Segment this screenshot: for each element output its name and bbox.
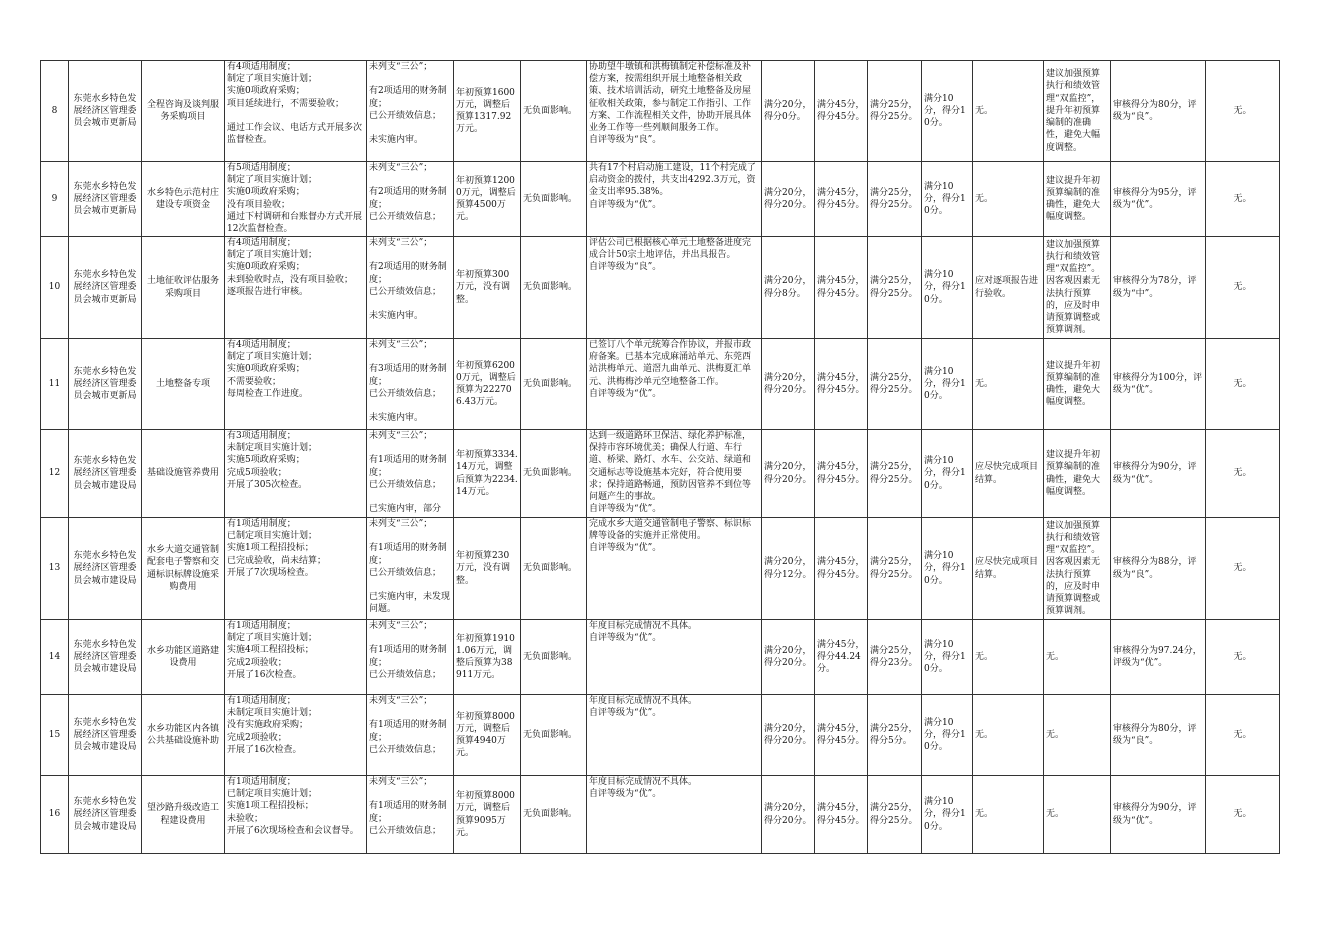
note-cell: 无。 <box>1206 162 1280 237</box>
suggestion-cell: 无。 <box>1044 620 1111 695</box>
suggestion-cell: 建议加强预算执行和绩效管理“双监控”。因客观因素无法执行预算的，应及时申请预算调整或预算调剂。 <box>1044 518 1111 620</box>
score-2-cell: 满分45分，得分45分。 <box>815 430 868 518</box>
note-cell: 无。 <box>1206 695 1280 776</box>
score-4-cell: 满分10分，得分10分。 <box>922 61 973 162</box>
impact-cell: 无负面影响。 <box>521 237 587 339</box>
budget-cell: 年初预算8000万元，调整后预算9095万元。 <box>454 776 521 854</box>
unit-cell: 东莞水乡特色发展经济区管理委员会城市更新局 <box>69 61 142 162</box>
output-cell: 年度目标完成情况不具体。 自评等级为“优”。 <box>587 776 762 854</box>
score-2-cell: 满分45分，得分45分。 <box>815 61 868 162</box>
score-1-cell: 满分20分，得分20分。 <box>762 695 815 776</box>
table-row <box>41 518 1280 620</box>
management-cell: 有1项适用制度； 已制定项目实施计划； 实施1项工程招投标； 已完成验收，尚未结算； 开展了7次现场检查。 <box>225 518 367 620</box>
row-number: 12 <box>41 430 69 518</box>
management-cell: 有4项适用制度； 制定了项目实施计划； 实施0项政府采购； 不需要验收； 每周检查工作进度。 <box>225 339 367 430</box>
issue-cell: 应尽快完成项目结算。 <box>973 518 1044 620</box>
score-1-cell: 满分20分，得分8分。 <box>762 237 815 339</box>
management-cell: 有1项适用制度； 未制定项目实施计划； 没有实施政府采购； 完成2项验收； 开展了16次检查。 <box>225 695 367 776</box>
score-1-cell: 满分20分，得分20分。 <box>762 162 815 237</box>
issue-cell: 无。 <box>973 620 1044 695</box>
project-name-cell: 水乡功能区内各镇公共基础设施补助 <box>142 695 225 776</box>
note-cell: 无。 <box>1206 518 1280 620</box>
score-3-cell: 满分25分，得分25分。 <box>868 518 922 620</box>
budget-cell: 年初预算3334.14万元，调整后预算为2234.14万元。 <box>454 430 521 518</box>
budget-cell: 年初预算8000万元，调整后预算4940万元。 <box>454 695 521 776</box>
issue-cell: 无。 <box>973 61 1044 162</box>
score-1-cell: 满分20分，得分20分。 <box>762 620 815 695</box>
management-cell: 有4项适用制度； 制定了项目实施计划； 实施0项政府采购； 未到验收时点，没有项目验收； 逐项报告进行审核。 <box>225 237 367 339</box>
suggestion-cell: 建议提升年初预算编制的准确性，避免大幅度调整。 <box>1044 430 1111 518</box>
score-2-cell: 满分45分，得分45分。 <box>815 695 868 776</box>
review-cell: 审核得分为90分，评级为“优”。 <box>1111 430 1206 518</box>
row-number: 11 <box>41 339 69 430</box>
output-cell: 共有17个村启动施工建设，11个村完成了启动资金的拨付，共支出4292.3万元，资金支出率95.38%。 自评等级为“优”。 <box>587 162 762 237</box>
project-name-cell: 土地征收评估服务采购项目 <box>142 237 225 339</box>
management-cell: 有4项适用制度； 制定了项目实施计划； 实施0项政府采购； 项目延续进行，不需要验收； 通过工作会议、电话方式开展多次监督检查。 <box>225 61 367 162</box>
finance-cell: 未列支“三公”； 有1项适用的财务制度； 已公开绩效信息； 已实施内审，部分 <box>367 430 454 518</box>
table-row <box>41 776 1280 854</box>
score-4-cell: 满分10分，得分10分。 <box>922 237 973 339</box>
issue-cell: 无。 <box>973 695 1044 776</box>
budget-cell: 年初预算230万元，没有调整。 <box>454 518 521 620</box>
finance-cell: 未列支“三公”； 有2项适用的财务制度； 已公开绩效信息； 未实施内审。 <box>367 61 454 162</box>
row-number: 16 <box>41 776 69 854</box>
issue-cell: 应尽快完成项目结算。 <box>973 430 1044 518</box>
impact-cell: 无负面影响。 <box>521 620 587 695</box>
score-4-cell: 满分10分，得分10分。 <box>922 620 973 695</box>
score-3-cell: 满分25分，得分25分。 <box>868 430 922 518</box>
table-row <box>41 162 1280 237</box>
score-4-cell: 满分10分，得分10分。 <box>922 430 973 518</box>
note-cell: 无。 <box>1206 61 1280 162</box>
output-cell: 已签订八个单元统筹合作协议，并报市政府备案。已基本完成麻涌站单元、东莞西站洪梅单元、道滘九曲单元、洪梅夏汇单元、洪梅梅沙单元空地整备工作。 自评等级为“优”。 <box>587 339 762 430</box>
finance-cell: 未列支“三公”； 有3项适用的财务制度； 已公开绩效信息； 未实施内审。 <box>367 339 454 430</box>
impact-cell: 无负面影响。 <box>521 695 587 776</box>
review-cell: 审核得分为90分，评级为“优”。 <box>1111 776 1206 854</box>
management-cell: 有1项适用制度； 已制定项目实施计划； 实施1项工程招投标； 未验收； 开展了6次现场检查和会议督导。 <box>225 776 367 854</box>
impact-cell: 无负面影响。 <box>521 339 587 430</box>
finance-cell: 未列支“三公”； 有2项适用的财务制度； 已公开绩效信息； <box>367 162 454 237</box>
score-3-cell: 满分25分，得分25分。 <box>868 61 922 162</box>
row-number: 13 <box>41 518 69 620</box>
note-cell: 无。 <box>1206 237 1280 339</box>
note-cell: 无。 <box>1206 339 1280 430</box>
score-3-cell: 满分25分，得分5分。 <box>868 695 922 776</box>
review-cell: 审核得分为95分，评级为“优”。 <box>1111 162 1206 237</box>
unit-cell: 东莞水乡特色发展经济区管理委员会城市建设局 <box>69 776 142 854</box>
issue-cell: 无。 <box>973 162 1044 237</box>
suggestion-cell: 建议加强预算执行和绩效管理“双监控”。因客观因素无法执行预算的，应及时申请预算调整或预算调剂。 <box>1044 237 1111 339</box>
score-1-cell: 满分20分，得分20分。 <box>762 430 815 518</box>
table-row <box>41 620 1280 695</box>
finance-cell: 未列支“三公”； 有1项适用的财务制度； 已公开绩效信息； <box>367 776 454 854</box>
suggestion-cell: 无。 <box>1044 776 1111 854</box>
unit-cell: 东莞水乡特色发展经济区管理委员会城市建设局 <box>69 518 142 620</box>
issue-cell: 无。 <box>973 776 1044 854</box>
issue-cell: 应对逐项报告进行验收。 <box>973 237 1044 339</box>
score-2-cell: 满分45分，得分44.24分。 <box>815 620 868 695</box>
review-cell: 审核得分为80分，评级为“良”。 <box>1111 695 1206 776</box>
project-name-cell: 土地整备专项 <box>142 339 225 430</box>
budget-cell: 年初预算300万元，没有调整。 <box>454 237 521 339</box>
review-cell: 审核得分为97.24分，评级为“优”。 <box>1111 620 1206 695</box>
score-4-cell: 满分10分，得分10分。 <box>922 162 973 237</box>
score-4-cell: 满分10分，得分10分。 <box>922 518 973 620</box>
note-cell: 无。 <box>1206 776 1280 854</box>
impact-cell: 无负面影响。 <box>521 518 587 620</box>
finance-cell: 未列支“三公”； 有1项适用的财务制度； 已公开绩效信息； <box>367 695 454 776</box>
score-1-cell: 满分20分，得分20分。 <box>762 339 815 430</box>
unit-cell: 东莞水乡特色发展经济区管理委员会城市更新局 <box>69 237 142 339</box>
suggestion-cell: 建议提升年初预算编制的准确性，避免大幅度调整。 <box>1044 162 1111 237</box>
row-number: 14 <box>41 620 69 695</box>
output-cell: 协助望牛墩镇和洪梅镇制定补偿标准及补偿方案，按需组织开展土地整备相关政策、技术培训活动，研究土地整备及房屋征收相关政策，参与制定工作指引、工作方案、工作流程相关文件，协助开展具体业务工作等一些列顺间服务工作。 自评等级为“良”。 <box>587 61 762 162</box>
score-3-cell: 满分25分，得分25分。 <box>868 237 922 339</box>
review-cell: 审核得分为80分，评级为“良”。 <box>1111 61 1206 162</box>
review-cell: 审核得分为88分，评级为“良”。 <box>1111 518 1206 620</box>
score-3-cell: 满分25分，得分25分。 <box>868 162 922 237</box>
table-row <box>41 237 1280 339</box>
impact-cell: 无负面影响。 <box>521 430 587 518</box>
score-2-cell: 满分45分，得分45分。 <box>815 237 868 339</box>
score-2-cell: 满分45分，得分45分。 <box>815 162 868 237</box>
table-row <box>41 61 1280 162</box>
score-3-cell: 满分25分，得分25分。 <box>868 339 922 430</box>
row-number: 8 <box>41 61 69 162</box>
unit-cell: 东莞水乡特色发展经济区管理委员会城市建设局 <box>69 430 142 518</box>
budget-cell: 年初预算62000万元，调整后预算为222706.43万元。 <box>454 339 521 430</box>
management-cell: 有5项适用制度； 制定了项目实施计划； 实施0项政府采购； 没有项目验收； 通过下村调研和台账督办方式开展12次监督检查。 <box>225 162 367 237</box>
evaluation-table <box>40 60 1280 854</box>
project-name-cell: 全程咨询及谈判服务采购项目 <box>142 61 225 162</box>
suggestion-cell: 无。 <box>1044 695 1111 776</box>
unit-cell: 东莞水乡特色发展经济区管理委员会城市建设局 <box>69 620 142 695</box>
suggestion-cell: 建议提升年初预算编制的准确性，避免大幅度调整。 <box>1044 339 1111 430</box>
budget-cell: 年初预算12000万元，调整后预算4500万元。 <box>454 162 521 237</box>
note-cell: 无。 <box>1206 430 1280 518</box>
suggestion-cell: 建议加强预算执行和绩效管理“双监控”，提升年初预算编制的准确性，避免大幅度调整。 <box>1044 61 1111 162</box>
management-cell: 有1项适用制度； 制定了项目实施计划； 实施4项工程招投标； 完成2项验收； 开展了16次检查。 <box>225 620 367 695</box>
table-row <box>41 339 1280 430</box>
impact-cell: 无负面影响。 <box>521 61 587 162</box>
score-2-cell: 满分45分，得分45分。 <box>815 339 868 430</box>
score-3-cell: 满分25分，得分25分。 <box>868 776 922 854</box>
output-cell: 年度目标完成情况不具体。 自评等级为“优”。 <box>587 620 762 695</box>
project-name-cell: 水乡特色示范村庄建设专项资金 <box>142 162 225 237</box>
score-2-cell: 满分45分，得分45分。 <box>815 518 868 620</box>
output-cell: 完成水乡大道交通管制电子警察、标识标牌等设备的实施并正常使用。 自评等级为“优”。 <box>587 518 762 620</box>
score-2-cell: 满分45分，得分45分。 <box>815 776 868 854</box>
unit-cell: 东莞水乡特色发展经济区管理委员会城市更新局 <box>69 339 142 430</box>
table-row <box>41 430 1280 518</box>
review-cell: 审核得分为78分，评级为“中”。 <box>1111 237 1206 339</box>
score-4-cell: 满分10分，得分10分。 <box>922 695 973 776</box>
score-1-cell: 满分20分，得分12分。 <box>762 518 815 620</box>
review-cell: 审核得分为100分，评级为“优”。 <box>1111 339 1206 430</box>
score-1-cell: 满分20分，得分0分。 <box>762 61 815 162</box>
issue-cell: 无。 <box>973 339 1044 430</box>
project-name-cell: 基础设施管养费用 <box>142 430 225 518</box>
output-cell: 年度目标完成情况不具体。 自评等级为“优”。 <box>587 695 762 776</box>
output-cell: 评估公司已根据核心单元土地整备进度完成合计50宗土地评估，并出具报告。 自评等级为“良”。 <box>587 237 762 339</box>
row-number: 15 <box>41 695 69 776</box>
row-number: 9 <box>41 162 69 237</box>
output-cell: 达到一级道路环卫保洁、绿化养护标准，保持市容环境优美；确保人行道、车行道、桥梁、路灯、水车、公交站、绿道和交通标志等设施基本完好，符合使用要求；保持道路畅通，预防因管养不到位等问题产生的事故。 自评等级为“优”。 <box>587 430 762 518</box>
budget-cell: 年初预算1600万元，调整后预算1317.92万元。 <box>454 61 521 162</box>
score-1-cell: 满分20分，得分20分。 <box>762 776 815 854</box>
budget-cell: 年初预算19101.06万元，调整后预算为38911万元。 <box>454 620 521 695</box>
row-number: 10 <box>41 237 69 339</box>
management-cell: 有3项适用制度； 未制定项目实施计划； 实施5项政府采购； 完成5项验收； 开展了305次检查。 <box>225 430 367 518</box>
impact-cell: 无负面影响。 <box>521 776 587 854</box>
finance-cell: 未列支“三公”； 有2项适用的财务制度； 已公开绩效信息； 未实施内审。 <box>367 237 454 339</box>
table-row <box>41 695 1280 776</box>
project-name-cell: 望沙路升级改造工程建设费用 <box>142 776 225 854</box>
finance-cell: 未列支“三公”； 有1项适用的财务制度； 已公开绩效信息； <box>367 620 454 695</box>
unit-cell: 东莞水乡特色发展经济区管理委员会城市更新局 <box>69 162 142 237</box>
score-4-cell: 满分10分，得分10分。 <box>922 339 973 430</box>
project-name-cell: 水乡大道交通管制配套电子警察和交通标识标牌设施采购费用 <box>142 518 225 620</box>
unit-cell: 东莞水乡特色发展经济区管理委员会城市建设局 <box>69 695 142 776</box>
note-cell: 无。 <box>1206 620 1280 695</box>
score-3-cell: 满分25分，得分23分。 <box>868 620 922 695</box>
score-4-cell: 满分10分，得分10分。 <box>922 776 973 854</box>
impact-cell: 无负面影响。 <box>521 162 587 237</box>
project-name-cell: 水乡功能区道路建设费用 <box>142 620 225 695</box>
finance-cell: 未列支“三公”； 有1项适用的财务制度； 已公开绩效信息； 已实施内审，未发现问题。 <box>367 518 454 620</box>
